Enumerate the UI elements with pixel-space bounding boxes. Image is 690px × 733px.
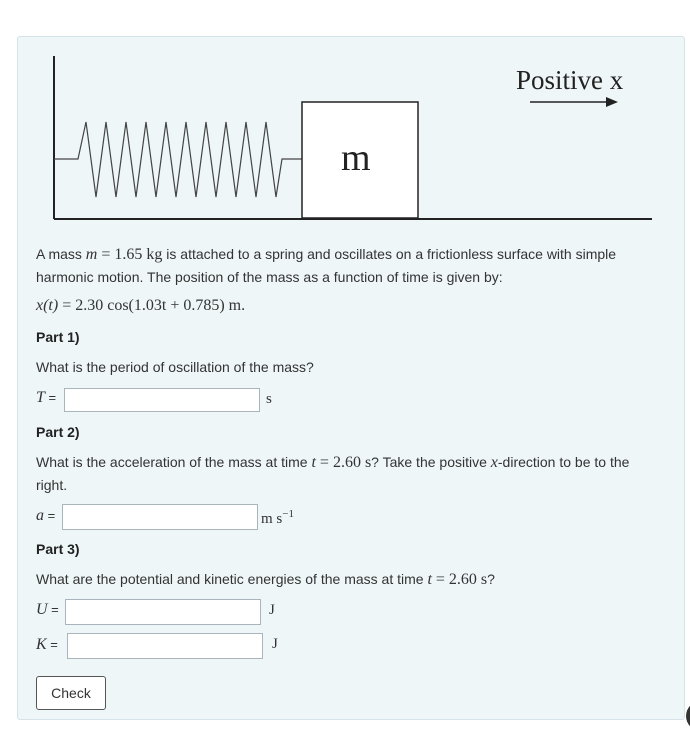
corner-dot: [686, 701, 690, 731]
part2-question-line-2: right.: [36, 477, 68, 493]
part2-title: Part 2): [36, 424, 80, 440]
direction-arrow-head: [606, 97, 618, 107]
acceleration-input[interactable]: [62, 504, 258, 530]
part2-var-label: a =: [36, 507, 56, 524]
part3-u-label: U =: [36, 601, 59, 618]
part1-unit: s: [266, 391, 272, 407]
intro-line-1: A mass m = 1.65 kg is attached to a spring and oscillates on a frictionless surface with simple: [36, 246, 617, 263]
part2-unit: m $s^{-1}$: [261, 508, 294, 527]
spring-mass-diagram: [0, 0, 690, 230]
potential-energy-input[interactable]: [65, 599, 261, 625]
position-equation: x(t) = 2.30 cos(1.03t + 0.785) m.: [36, 297, 246, 314]
direction-label: Positive x: [516, 65, 624, 95]
part3-question: What are the potential and kinetic energies of the mass at time t = 2.60 s?: [36, 571, 495, 588]
part3-k-label: K =: [36, 636, 58, 653]
intro-line-2: harmonic motion. The position of the mass as a function of time is given by:: [36, 269, 503, 285]
part1-question: What is the period of oscillation of the mass?: [36, 359, 314, 375]
part1-var-label: T =: [36, 389, 57, 406]
part2-question-line-1: What is the acceleration of the mass at time t = 2.60 s? Take the positive x-direction to be to the: [36, 454, 630, 471]
part3-title: Part 3): [36, 541, 80, 557]
part1-title: Part 1): [36, 329, 80, 345]
kinetic-energy-input[interactable]: [67, 633, 263, 659]
check-button[interactable]: Check: [36, 676, 106, 710]
period-input[interactable]: [64, 388, 260, 412]
spring-zigzag: [54, 122, 302, 197]
part3-k-unit: J: [272, 636, 278, 652]
part3-u-unit: J: [269, 602, 275, 618]
mass-label: m: [341, 137, 371, 179]
